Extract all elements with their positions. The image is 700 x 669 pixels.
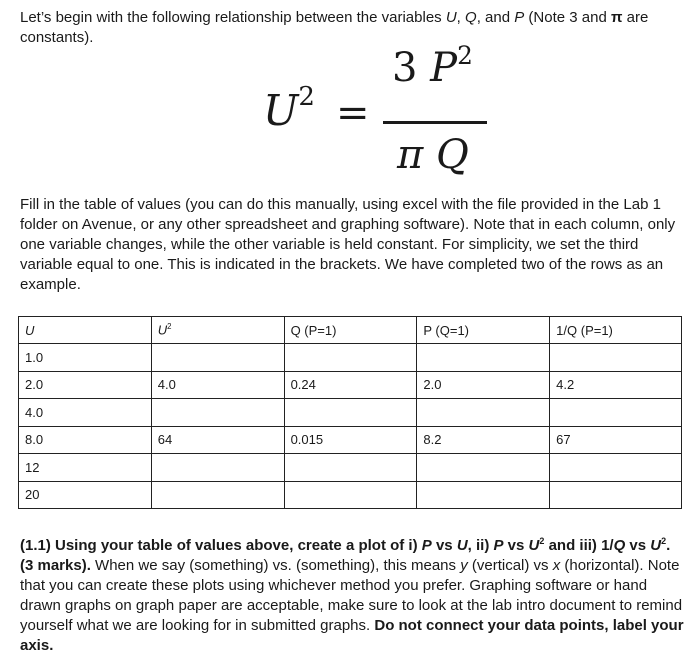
table-cell[interactable] (284, 481, 417, 509)
q-text: and iii) 1/ (544, 537, 614, 554)
intro-paragraph (20, 8, 686, 48)
table-cell[interactable] (151, 481, 284, 509)
header-u-squared (151, 317, 284, 344)
table-cell[interactable]: 4.0 (151, 371, 284, 399)
denominator-pi: π (397, 132, 424, 178)
header-q: Q (P=1) (284, 317, 417, 344)
header-u2-base: U (157, 322, 168, 338)
numerator-exponent: 2 (457, 41, 473, 71)
note-text: (Note 3 and (524, 9, 611, 26)
q-body: When we say (something) vs. (something), this means (90, 557, 461, 574)
q-var: Q (613, 537, 626, 554)
table-cell[interactable] (417, 344, 550, 372)
table-cell[interactable]: 1.0 (19, 344, 152, 372)
var-q: Q (465, 9, 477, 26)
header-u (19, 317, 152, 344)
table-cell[interactable]: 64 (151, 426, 284, 454)
q-exp: 2 (661, 536, 667, 546)
numerator-variable: P (430, 45, 458, 91)
q-exp: 2 (539, 536, 545, 546)
table-cell[interactable]: 4.2 (550, 371, 682, 399)
denominator-variable: Q (436, 132, 469, 178)
pi-symbol: π (610, 9, 623, 26)
lhs-exponent: 2 (298, 82, 315, 113)
equals-sign: = (336, 90, 370, 136)
numerator (392, 41, 473, 91)
table-cell[interactable]: 12 (19, 454, 152, 482)
table-row (19, 399, 682, 427)
q-text: (1.1) Using your table of values above, create a plot of i) (20, 537, 422, 554)
sep: , (456, 9, 466, 26)
table-cell[interactable] (284, 399, 417, 427)
header-inverse-q: 1/Q (P=1) (550, 317, 682, 344)
question-paragraph (20, 531, 686, 656)
intro-suffix: are constants). (20, 9, 649, 46)
table-cell[interactable] (151, 344, 284, 372)
q-var: U (456, 537, 468, 554)
equation (0, 41, 700, 188)
table-row (19, 481, 682, 509)
q-var: P (493, 537, 504, 554)
values-table (18, 316, 682, 509)
header-p: P (Q=1) (417, 317, 550, 344)
table-cell[interactable] (550, 481, 682, 509)
table-cell[interactable]: 2.0 (19, 371, 152, 399)
table-cell[interactable] (550, 399, 682, 427)
table-cell[interactable]: 0.015 (284, 426, 417, 454)
table-cell[interactable] (417, 454, 550, 482)
table-cell[interactable] (284, 454, 417, 482)
lhs-base: U (263, 86, 299, 135)
table-cell[interactable] (417, 481, 550, 509)
table-cell[interactable] (417, 399, 550, 427)
table-cell[interactable]: 67 (550, 426, 682, 454)
q-var: P (421, 537, 432, 554)
q-var: x (552, 557, 561, 574)
table-cell[interactable]: 8.2 (417, 426, 550, 454)
var-u: U (445, 9, 457, 26)
q-body: (vertical) vs (467, 557, 553, 574)
table-row (19, 454, 682, 482)
table-row (19, 371, 682, 399)
q-text: vs (431, 537, 457, 554)
q-var: y (460, 557, 468, 574)
table-cell[interactable]: 0.24 (284, 371, 417, 399)
equation-lhs (263, 82, 315, 135)
q-body: (horizontal). Note that you can create these plots using whichever method you prefer. Graphing software or hand drawn graphs on graph paper are acceptable, make sure to look at the lab intro document to remind yourself what we are looking for in submitted graphs. (20, 557, 683, 634)
var-p: P (514, 9, 525, 26)
q-bold-end: Do not connect your data points, label your axis. (20, 617, 684, 654)
table-cell[interactable] (284, 344, 417, 372)
table-row (19, 426, 682, 454)
q-var: U (650, 537, 662, 554)
table-row (19, 344, 682, 372)
table-cell[interactable]: 20 (19, 481, 152, 509)
q-text: vs (625, 537, 651, 554)
table-cell[interactable]: 8.0 (19, 426, 152, 454)
table-cell[interactable] (550, 344, 682, 372)
q-marks: . (3 marks). (20, 537, 671, 574)
q-text: vs (503, 537, 529, 554)
q-text: , ii) (467, 537, 494, 554)
sep: , and (476, 9, 515, 26)
table-header-row (19, 317, 682, 344)
intro-text: Let’s begin with the following relationship between the variables (20, 9, 446, 26)
numerator-constant: 3 (392, 45, 418, 91)
table-cell[interactable]: 2.0 (417, 371, 550, 399)
header-u2-exp: 2 (167, 322, 172, 332)
table-cell[interactable] (151, 399, 284, 427)
table-cell[interactable] (151, 454, 284, 482)
denominator (397, 132, 469, 178)
instructions-paragraph: Fill in the table of values (you can do this manually, using excel with the file provided in the Lab 1 folder on Avenue, or any other spreadsheet and graphing software). Note that in each column, only one variable changes, while the other variable is held constant. For simplicity, we set the third variable equal to one. This is indicated in the brackets. We have completed two of the rows as an example. (20, 196, 676, 293)
fraction-bar (383, 121, 487, 124)
q-var: U (528, 537, 540, 554)
table-cell[interactable] (550, 454, 682, 482)
header-u-label: U (25, 322, 35, 338)
table-cell[interactable]: 4.0 (19, 399, 152, 427)
